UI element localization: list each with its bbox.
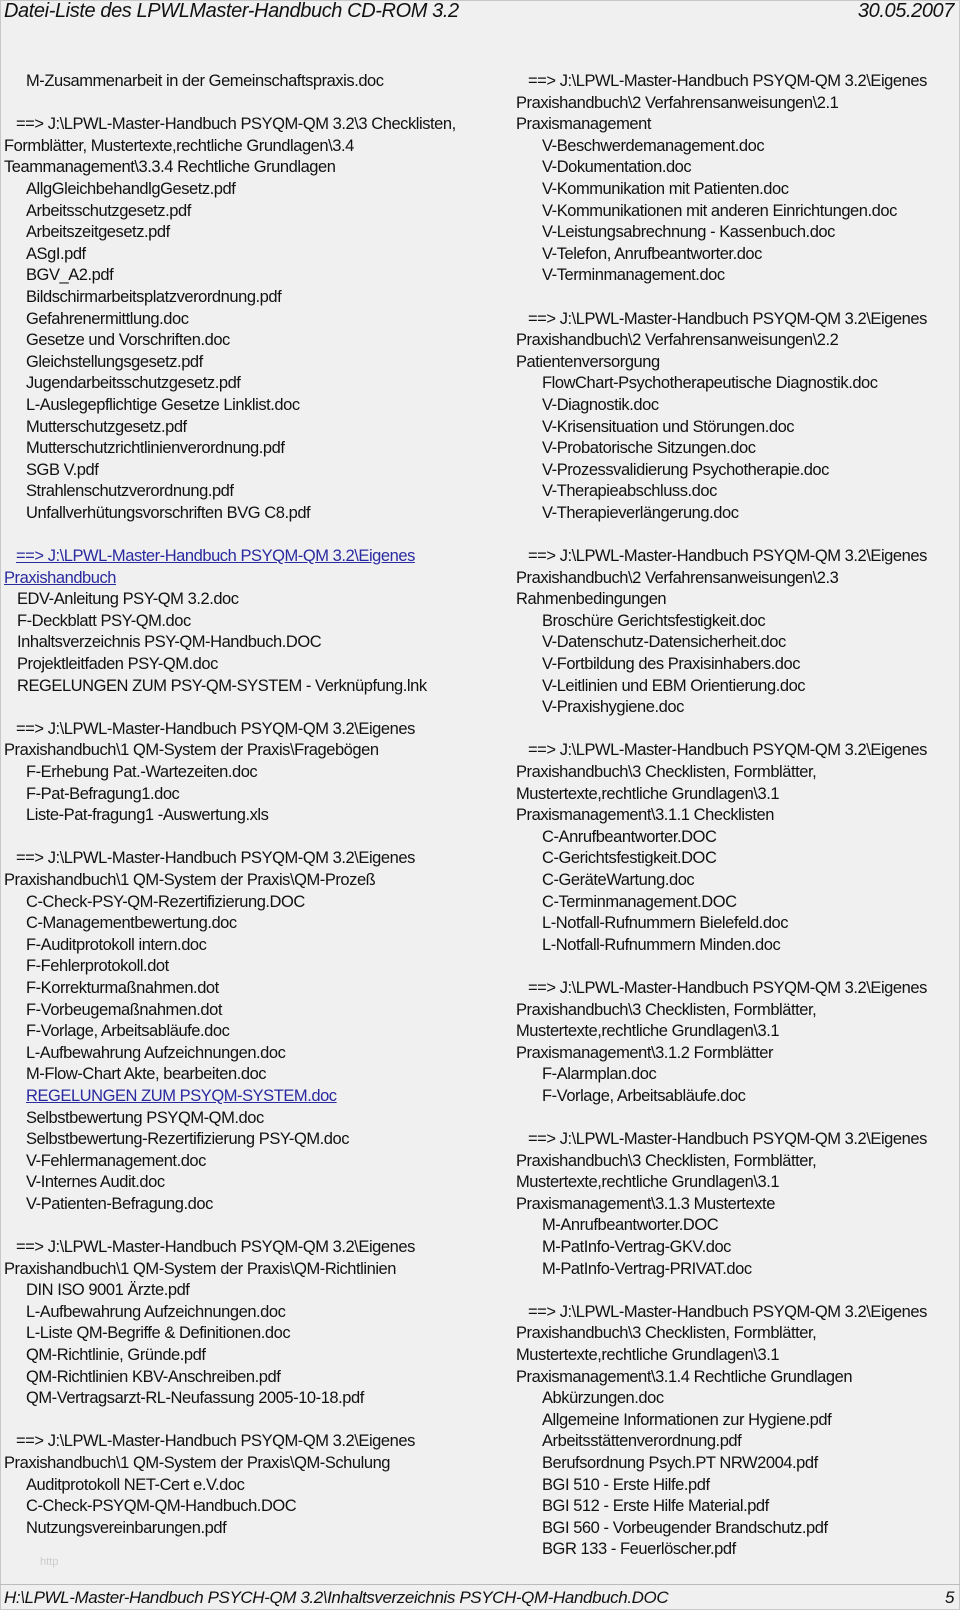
file-item: L-Notfall-Rufnummern Minden.doc <box>542 935 781 954</box>
file-item: L-Aufbewahrung Aufzeichnungen.doc <box>26 1043 286 1062</box>
file-item: Unfallverhütungsvorschriften BVG C8.pdf <box>26 503 311 522</box>
directory-path-continuation: Praxishandbuch\1 QM-System der Praxis\Fragebögen <box>4 741 379 760</box>
file-item: V-Probatorische Sitzungen.doc <box>542 439 756 458</box>
file-item: Strahlenschutzverordnung.pdf <box>26 482 234 501</box>
directory-path-line: ==> J:\LPWL-Master-Handbuch PSYQM-QM 3.2\Eigenes <box>16 719 415 738</box>
directory-path-continuation: Teammanagement\3.3.4 Rechtliche Grundlagen <box>4 158 336 177</box>
file-item: Gleichstellungsgesetz.pdf <box>26 352 203 371</box>
file-item: C-Check-PSYQM-QM-Handbuch.DOC <box>26 1497 297 1516</box>
file-item: M-Zusammenarbeit in der Gemeinschaftspraxis.doc <box>26 72 384 90</box>
file-item: L-Liste QM-Begriffe & Definitionen.doc <box>26 1324 291 1343</box>
file-item: SGB V.pdf <box>26 460 99 479</box>
file-item: V-Fortbildung des Praxisinhabers.doc <box>542 655 801 674</box>
directory-path-continuation: Praxismanagement\3.1.2 Formblätter <box>516 1043 774 1062</box>
directory-path-line: ==> J:\LPWL-Master-Handbuch PSYQM-QM 3.2\Eigenes <box>528 72 927 90</box>
directory-path-continuation: Praxishandbuch\3 Checklisten, Formblätter, <box>516 1000 817 1019</box>
directory-path-continuation: Praxishandbuch\2 Verfahrensanweisungen\2.3 <box>516 568 839 587</box>
file-item: ASgI.pdf <box>26 244 86 263</box>
file-item: Broschüre Gerichtsfestigkeit.doc <box>542 611 766 630</box>
file-item: Selbstbewertung-Rezertifizierung PSY-QM.doc <box>26 1130 350 1149</box>
hyperlink[interactable]: REGELUNGEN ZUM PSYQM-SYSTEM.doc <box>26 1086 337 1105</box>
directory-path-continuation: Rahmenbedingungen <box>516 590 667 609</box>
page-footer <box>4 1588 954 1608</box>
directory-path-continuation: Praxismanagement\3.1.3 Mustertexte <box>516 1194 775 1213</box>
file-item: V-Internes Audit.doc <box>26 1173 165 1192</box>
directory-path-continuation: Praxishandbuch\1 QM-System der Praxis\QM-Prozeß <box>4 870 376 889</box>
blank-line <box>4 524 494 546</box>
directory-path-line[interactable] <box>4 546 494 568</box>
file-item: M-PatInfo-Vertrag-GKV.doc <box>542 1238 731 1257</box>
file-item: Jugendarbeitsschutzgesetz.pdf <box>26 374 241 393</box>
file-item: V-Leitlinien und EBM Orientierung.doc <box>542 676 806 695</box>
file-item: QM-Vertragsarzt-RL-Neufassung 2005-10-18.pdf <box>26 1389 364 1408</box>
file-item: Mutterschutzrichtlinienverordnung.pdf <box>26 439 285 458</box>
directory-path-continuation: Praxishandbuch\3 Checklisten, Formblätter, <box>516 1151 817 1170</box>
file-item: V-Kommunikation mit Patienten.doc <box>542 179 789 198</box>
document-date: 30.05.2007 <box>857 0 954 22</box>
file-item: Liste-Pat-fragung1 -Auswertung.xls <box>26 806 269 825</box>
file-item: M-Anrufbeantworter.DOC <box>542 1216 719 1235</box>
file-item: Arbeitszeitgesetz.pdf <box>26 223 170 242</box>
file-item: V-Datenschutz-Datensicherheit.doc <box>542 633 786 652</box>
file-item: Berufsordnung Psych.PT NRW2004.pdf <box>542 1454 818 1472</box>
file-item: BGI 560 - Vorbeugender Brandschutz.pdf <box>542 1518 828 1537</box>
file-item: QM-Richtlinie, Gründe.pdf <box>26 1346 206 1365</box>
file-item: L-Auslegepflichtige Gesetze Linklist.doc <box>26 395 300 414</box>
file-item: F-Deckblatt PSY-QM.doc <box>17 611 191 630</box>
file-item[interactable] <box>4 1086 494 1108</box>
file-item: Bildschirmarbeitsplatzverordnung.pdf <box>26 287 282 306</box>
file-item: QM-Richtlinien KBV-Anschreiben.pdf <box>26 1367 281 1386</box>
file-item: V-Beschwerdemanagement.doc <box>542 136 765 155</box>
file-item: L-Aufbewahrung Aufzeichnungen.doc <box>26 1302 286 1321</box>
blank-line <box>4 697 494 719</box>
file-item: Gefahrenermittlung.doc <box>26 309 189 328</box>
file-item: V-Diagnostik.doc <box>542 395 659 414</box>
document-title: Datei-Liste des LPWLMaster-Handbuch CD-ROM 3.2 <box>4 0 459 22</box>
right-column <box>516 71 956 1561</box>
directory-path-line: ==> J:\LPWL-Master-Handbuch PSYQM-QM 3.2\3 Checklisten, <box>16 115 456 134</box>
file-item: F-Erhebung Pat.-Wartezeiten.doc <box>26 763 258 781</box>
file-item: V-Fehlermanagement.doc <box>26 1151 206 1170</box>
file-item: V-Therapieverlängerung.doc <box>542 503 739 522</box>
file-item: F-Auditprotokoll intern.doc <box>26 935 207 954</box>
file-item: C-Gerichtsfestigkeit.DOC <box>542 849 717 868</box>
directory-path-continuation: Mustertexte,rechtliche Grundlagen\3.1 <box>516 784 780 803</box>
file-item: V-Therapieabschluss.doc <box>542 482 717 501</box>
file-item: F-Vorlage, Arbeitsabläufe.doc <box>26 1022 230 1041</box>
file-item: Allgemeine Informationen zur Hygiene.pdf <box>542 1410 832 1429</box>
file-item: C-Anrufbeantworter.DOC <box>542 827 717 846</box>
blank-line <box>4 1410 494 1432</box>
file-item: Nutzungsvereinbarungen.pdf <box>26 1518 227 1537</box>
file-item: F-Pat-Befragung1.doc <box>26 784 180 803</box>
file-item: BGI 512 - Erste Hilfe Material.pdf <box>542 1497 769 1516</box>
file-item: Arbeitsschutzgesetz.pdf <box>26 201 191 220</box>
file-item: REGELUNGEN ZUM PSY-QM-SYSTEM - Verknüpfung.lnk <box>17 676 427 695</box>
file-item: M-Flow-Chart Akte, bearbeiten.doc <box>26 1065 267 1084</box>
directory-path-continuation: Mustertexte,rechtliche Grundlagen\3.1 <box>516 1173 780 1192</box>
file-item: AllgGleichbehandlgGesetz.pdf <box>26 179 236 198</box>
hyperlink[interactable]: Praxishandbuch <box>4 568 117 587</box>
blank-line <box>516 1108 956 1130</box>
file-item: BGV_A2.pdf <box>26 266 114 285</box>
file-item: F-Alarmplan.doc <box>542 1065 657 1084</box>
directory-path-continuation: Patientenversorgung <box>516 352 660 371</box>
file-item: F-Fehlerprotokoll.dot <box>26 957 169 976</box>
directory-path-continuation: Praxishandbuch\2 Verfahrensanweisungen\2.2 <box>516 331 839 350</box>
file-item: Gesetze und Vorschriften.doc <box>26 331 230 350</box>
file-item: FlowChart-Psychotherapeutische Diagnostik.doc <box>542 374 878 393</box>
directory-path-line: ==> J:\LPWL-Master-Handbuch PSYQM-QM 3.2\Eigenes <box>528 978 927 997</box>
file-item: C-Managementbewertung.doc <box>26 914 237 933</box>
directory-path-line: ==> J:\LPWL-Master-Handbuch PSYQM-QM 3.2\Eigenes <box>16 1432 415 1451</box>
directory-path-line: ==> J:\LPWL-Master-Handbuch PSYQM-QM 3.2\Eigenes <box>528 741 927 760</box>
blank-line <box>4 93 494 115</box>
file-item: C-GeräteWartung.doc <box>542 870 695 889</box>
file-item: V-Prozessvalidierung Psychotherapie.doc <box>542 460 829 479</box>
file-item: V-Kommunikationen mit anderen Einrichtungen.doc <box>542 201 897 220</box>
blank-line <box>516 287 956 309</box>
directory-path-continuation: Mustertexte,rechtliche Grundlagen\3.1 <box>516 1346 780 1365</box>
file-item: V-Dokumentation.doc <box>542 158 692 177</box>
directory-path-continuation[interactable] <box>4 568 494 590</box>
file-item: V-Leistungsabrechnung - Kassenbuch.doc <box>542 223 835 242</box>
directory-path-continuation: Praxishandbuch\3 Checklisten, Formblätter, <box>516 763 817 781</box>
directory-path-continuation: Mustertexte,rechtliche Grundlagen\3.1 <box>516 1022 780 1041</box>
file-item: BGI 510 - Erste Hilfe.pdf <box>542 1475 710 1494</box>
file-item: Auditprotokoll NET-Cert e.V.doc <box>26 1475 245 1494</box>
directory-path-continuation: Praxismanagement\3.1.4 Rechtliche Grundlagen <box>516 1367 853 1386</box>
file-item: V-Terminmanagement.doc <box>542 266 725 285</box>
footer-divider <box>0 1584 960 1585</box>
directory-path-line: ==> J:\LPWL-Master-Handbuch PSYQM-QM 3.2\Eigenes <box>528 309 927 328</box>
blank-line <box>4 827 494 849</box>
file-item: V-Krisensituation und Störungen.doc <box>542 417 795 436</box>
directory-path-continuation: Praxismanagement\3.1.1 Checklisten <box>516 806 775 825</box>
blank-line <box>516 524 956 546</box>
file-item: Inhaltsverzeichnis PSY-QM-Handbuch.DOC <box>17 633 322 652</box>
directory-path-continuation: Praxishandbuch\3 Checklisten, Formblätter, <box>516 1324 817 1343</box>
file-item: C-Terminmanagement.DOC <box>542 892 737 911</box>
file-item: M-PatInfo-Vertrag-PRIVAT.doc <box>542 1259 752 1278</box>
directory-path-continuation: Praxismanagement <box>516 115 651 134</box>
file-item: V-Patienten-Befragung.doc <box>26 1194 213 1213</box>
file-item: Selbstbewertung PSYQM-QM.doc <box>26 1108 264 1127</box>
file-item: Arbeitsstättenverordnung.pdf <box>542 1432 742 1451</box>
directory-path-line: ==> J:\LPWL-Master-Handbuch PSYQM-QM 3.2\Eigenes <box>16 849 415 868</box>
blank-line <box>516 956 956 978</box>
left-column <box>4 71 494 1539</box>
file-item: Projektleitfaden PSY-QM.doc <box>17 655 218 674</box>
file-item: V-Telefon, Anrufbeantworter.doc <box>542 244 762 263</box>
directory-path-continuation: Formblätter, Mustertexte,rechtliche Grundlagen\3.4 <box>4 136 354 155</box>
file-item: C-Check-PSY-QM-Rezertifizierung.DOC <box>26 892 305 911</box>
directory-path-continuation: Praxishandbuch\1 QM-System der Praxis\QM-Schulung <box>4 1454 391 1472</box>
hyperlink[interactable]: ==> J:\LPWL-Master-Handbuch PSYQM-QM 3.2\Eigenes <box>16 547 415 566</box>
directory-path-line: ==> J:\LPWL-Master-Handbuch PSYQM-QM 3.2\Eigenes <box>528 1302 927 1321</box>
page-header <box>4 0 954 26</box>
directory-path-continuation: Praxishandbuch\2 Verfahrensanweisungen\2.1 <box>516 93 839 112</box>
directory-path-line: ==> J:\LPWL-Master-Handbuch PSYQM-QM 3.2\Eigenes <box>528 547 927 566</box>
file-item: F-Korrekturmaßnahmen.dot <box>26 978 219 997</box>
page-number: 5 <box>944 1588 954 1607</box>
file-item: F-Vorbeugemaßnahmen.dot <box>26 1000 223 1019</box>
blank-line <box>516 1280 956 1302</box>
file-item: DIN ISO 9001 Ärzte.pdf <box>26 1281 190 1300</box>
blank-line <box>516 719 956 741</box>
file-item: L-Notfall-Rufnummern Bielefeld.doc <box>542 914 789 933</box>
faint-text: http <box>40 1556 59 1568</box>
directory-path-continuation: Praxishandbuch\1 QM-System der Praxis\QM-Richtlinien <box>4 1259 396 1278</box>
file-item: EDV-Anleitung PSY-QM 3.2.doc <box>17 590 239 609</box>
file-item: Abkürzungen.doc <box>542 1389 664 1408</box>
directory-path-line: ==> J:\LPWL-Master-Handbuch PSYQM-QM 3.2\Eigenes <box>16 1238 415 1257</box>
footer-path: H:\LPWL-Master-Handbuch PSYCH-QM 3.2\Inhaltsverzeichnis PSYCH-QM-Handbuch.DOC <box>4 1588 669 1607</box>
file-item: Mutterschutzgesetz.pdf <box>26 417 187 436</box>
blank-line <box>4 1215 494 1237</box>
directory-path-line: ==> J:\LPWL-Master-Handbuch PSYQM-QM 3.2\Eigenes <box>528 1130 927 1149</box>
file-item: V-Praxishygiene.doc <box>542 698 684 717</box>
file-item: BGR 133 - Feuerlöscher.pdf <box>542 1540 736 1559</box>
file-item: F-Vorlage, Arbeitsabläufe.doc <box>542 1086 746 1105</box>
